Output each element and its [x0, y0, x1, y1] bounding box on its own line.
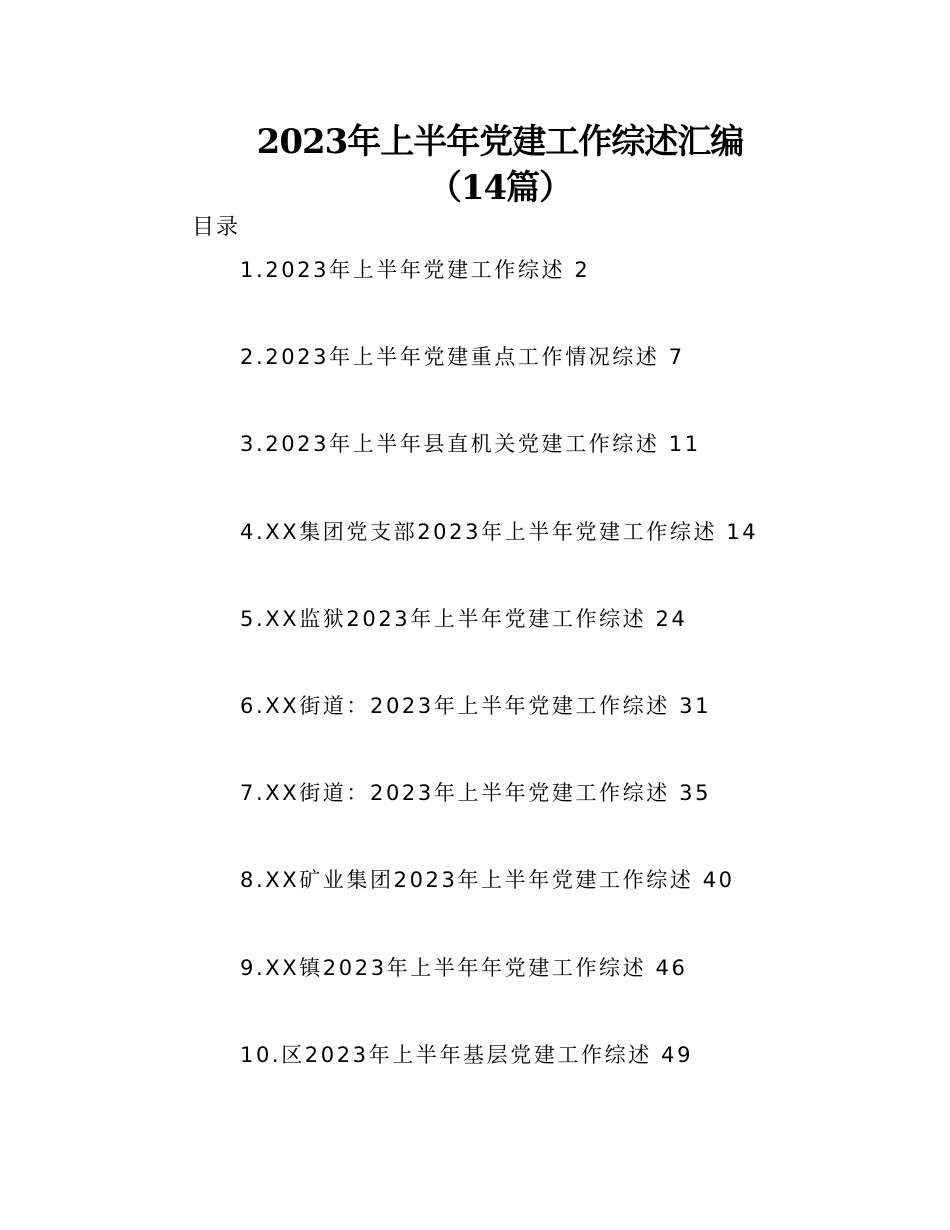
toc-item[interactable]: 7.XX街道：2023年上半年党建工作综述 35 — [240, 781, 712, 806]
toc-heading: 目录 — [192, 215, 241, 240]
document-title: 2023年上半年党建工作综述汇编 — [256, 122, 744, 162]
table-of-contents — [240, 254, 758, 1126]
toc-item[interactable]: 6.XX街道：2023年上半年党建工作综述 31 — [240, 693, 712, 718]
toc-item[interactable]: 8.XX矿业集团2023年上半年党建工作综述 40 — [240, 868, 735, 893]
toc-item[interactable]: 1.2023年上半年党建工作综述 2 — [240, 258, 591, 282]
toc-item[interactable]: 2.2023年上半年党建重点工作情况综述 7 — [240, 345, 685, 370]
toc-item[interactable]: 4.XX集团党支部2023年上半年党建工作综述 14 — [240, 519, 759, 544]
toc-item[interactable]: 3.2023年上半年县直机关党建工作综述 11 — [240, 432, 701, 457]
toc-item[interactable]: 10.区2023年上半年基层党建工作综述 49 — [240, 1042, 694, 1067]
document-subtitle: （14篇） — [427, 168, 573, 208]
toc-item[interactable]: 5.XX监狱2023年上半年党建工作综述 24 — [240, 606, 688, 631]
toc-item[interactable]: 9.XX镇2023年上半年年党建工作综述 46 — [240, 955, 688, 980]
